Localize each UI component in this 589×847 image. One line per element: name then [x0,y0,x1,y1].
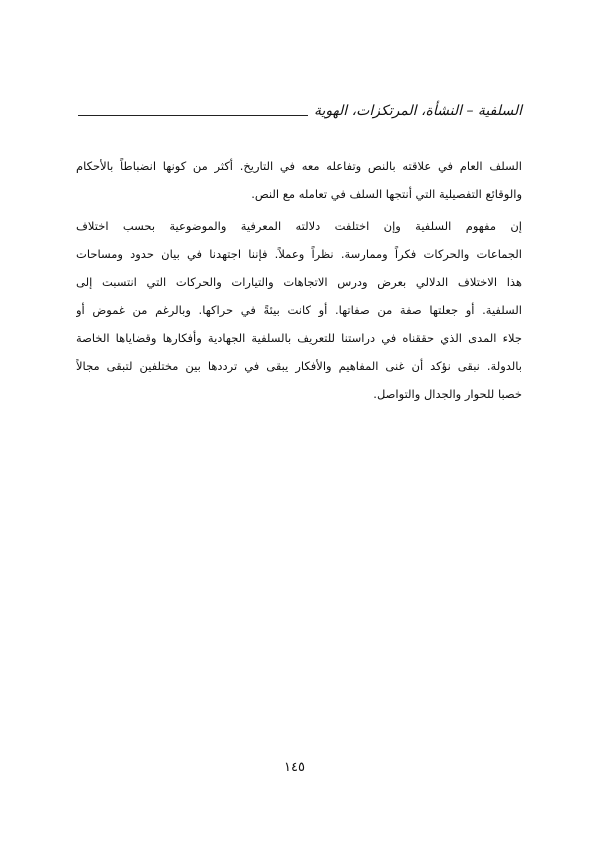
text-line: هذا الاختلاف الدلالي بعرض ودرس الاتجاهات والتيارات والحركات التي انتسبت إلى [76,275,522,289]
text-line: السلف العام في علاقته بالنص وتفاعله معه في التاريخ. أكثر من كونها انضباطاً بالأحكام [76,159,522,173]
text-line: السلفية. أو جعلتها صفة من صفاتها. أو كانت بيئةً في حراكها. وبالرغم من غموض أو [76,303,522,317]
body-text [76,152,522,408]
text-line: إن مفهوم السلفية وإن اختلفت دلالته المعرفية والموضوعية بحسب اختلاف [76,219,522,233]
text-line: الجماعات والحركات فكراً وممارسة. نظراً وعملاً. فإننا اجتهدنا في بيان حدود ومساحات [76,247,522,261]
text-line: بالدولة. نبقى نؤكد أن غنى المفاهيم والأفكار يبقى في ترددها بين مختلفين لتبقى مجالاً [76,359,522,373]
running-header [78,95,522,119]
header-rule [78,115,308,116]
text-line: والوقائع التفصيلية التي أنتجها السلف في تعامله مع النص. [251,187,522,201]
text-line: خصبا للحوار والجدال والتواصل. [373,387,522,401]
page-number: ١٤٥ [284,760,305,775]
text-line: جلاء المدى الذي حققناه في دراستنا للتعريف بالسلفية الجهادية وأفكارها وقضاياها الخاصة [76,331,522,345]
header-title: السلفية – النشأة، المرتكزات، الهوية [313,103,522,119]
paragraph-main [76,212,522,408]
paragraph-continuation [76,152,522,208]
